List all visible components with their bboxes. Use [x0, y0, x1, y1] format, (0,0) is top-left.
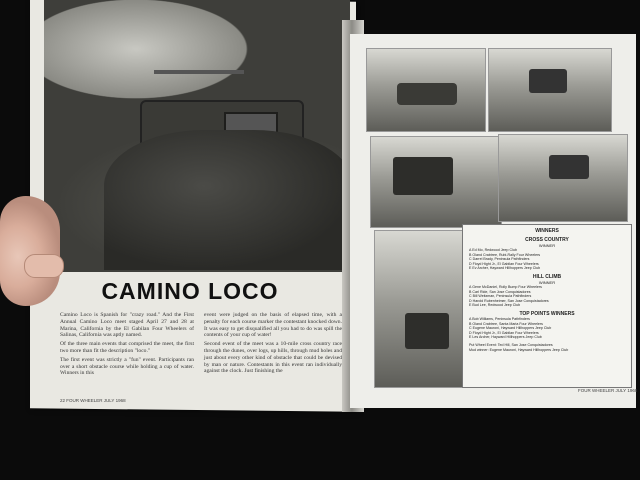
winner-row: B Carl Ride, San Jose Conquistadores [469, 289, 531, 294]
winner-row: B Oland Crabtree, Rubi-Rally Four Wheelers [469, 252, 541, 257]
article-column-1 [60, 312, 194, 379]
winners-heading: WINNERS [535, 228, 559, 234]
jeep-shape [529, 69, 567, 93]
article-column-2 [204, 312, 342, 377]
thumb-shape [24, 254, 64, 278]
roll-bar-shape [154, 70, 244, 74]
photo-jeep-on-hillside [374, 230, 468, 388]
photo-jeep-crossing-log [366, 48, 486, 132]
winner-row: E Bud Lee, Redwood Jeep Club [469, 303, 521, 308]
article-title: CAMINO LOCO [101, 278, 279, 304]
brush-foreground [104, 130, 350, 270]
winners-section-title: HILL CLIMB [532, 273, 562, 280]
hero-photo-jeep-on-dune [44, 0, 350, 272]
winners-section-sub: WINNER [538, 243, 556, 248]
winners-section-sub: WINNER [538, 279, 556, 285]
winners-section-title: CROSS COUNTRY [525, 237, 569, 243]
left-page-footer: 22 FOUR WHEELER JULY 1968 [60, 398, 126, 403]
winner-row: B Oland Crabtree, Santa Maria Four Wheelers [469, 321, 543, 326]
winner-footer-row: Put Wheel Event: Ted Hill, San Jose Conquistadores [469, 342, 553, 347]
winner-row: C Eugene Mauroni, Hayward Hillhoppers Jeep Club [469, 326, 552, 331]
paragraph: event were judged on the basis of elapsed time, with a penalty for each course marker the contestant knocked down. It was easy to get disqualified all you had to do was spill the contents of your cup of water! [204, 312, 342, 339]
paragraph: Of the three main events that comprised the meet, the first two more than fit the description "loco." [60, 341, 194, 354]
paragraph: Camino Loco is Spanish for "crazy road." And the First Annual Camino Loco meet staged April 27 and 28 at Marina, California by the El Gabilan Four Wheelers of Salinas, California was aptly named. [60, 312, 194, 339]
winners-section-title: TOP POINTS WINNERS [519, 310, 575, 317]
winner-row: A Bob Williams, Peninsula Pathfinders [469, 316, 530, 321]
winner-row: A Gene McDaniel, Rolly Bump Four Wheelers [469, 284, 542, 289]
photo-jeep-in-brush [498, 134, 628, 222]
paragraph: Second event of the meet was a 10-mile cross country race through the dunes, over logs, up hills, through mud holes and just about every other kind of obstacle that could be devised by man or nature. Contestants in this event ran individually against the clock. Just finishing the [204, 341, 342, 375]
winners-box [462, 224, 632, 388]
winner-row: C Darrel Brady, Peninsula Pathfinders [469, 257, 530, 262]
winner-row: D Floyd Hight Jr., El Gabilan Four Wheelers [469, 330, 539, 335]
winner-row: E Les Archer, Hayward Hillhoppers Jeep Club [469, 335, 542, 340]
photo-jeep-on-dune-crest [488, 48, 612, 132]
winner-row: D Floyd Hight Jr., El Gabilan Four Wheelers [469, 261, 539, 266]
winner-row: D Harold Rubenheimer, San Jose Conquistadores [469, 298, 549, 303]
winner-row: E Ev Archer, Hayward Hillhoppers Jeep Club [469, 266, 541, 271]
jeep-shape [393, 157, 453, 195]
winner-row: C Bill Weitzman, Peninsula Pathfinders [469, 294, 532, 299]
right-page-footer: FOUR WHEELER JULY 1968 [578, 388, 638, 393]
jeep-shape [397, 83, 457, 105]
winner-row: A Ed Mo, Redwood Jeep Club [469, 248, 517, 252]
paragraph: The first event was strictly a "fun" event. Participants ran over a short obstacle course while holding a cup of water. Winners in this [60, 356, 194, 377]
hand-shape [0, 196, 60, 306]
photo-jeep-rear-on-sand [370, 136, 502, 228]
jeep-shape [549, 155, 589, 179]
jeep-shape [405, 313, 449, 349]
winner-footer-row: Mud winner: Eugene Mauroni, Hayward Hillhoppers Jeep Club [469, 347, 569, 352]
